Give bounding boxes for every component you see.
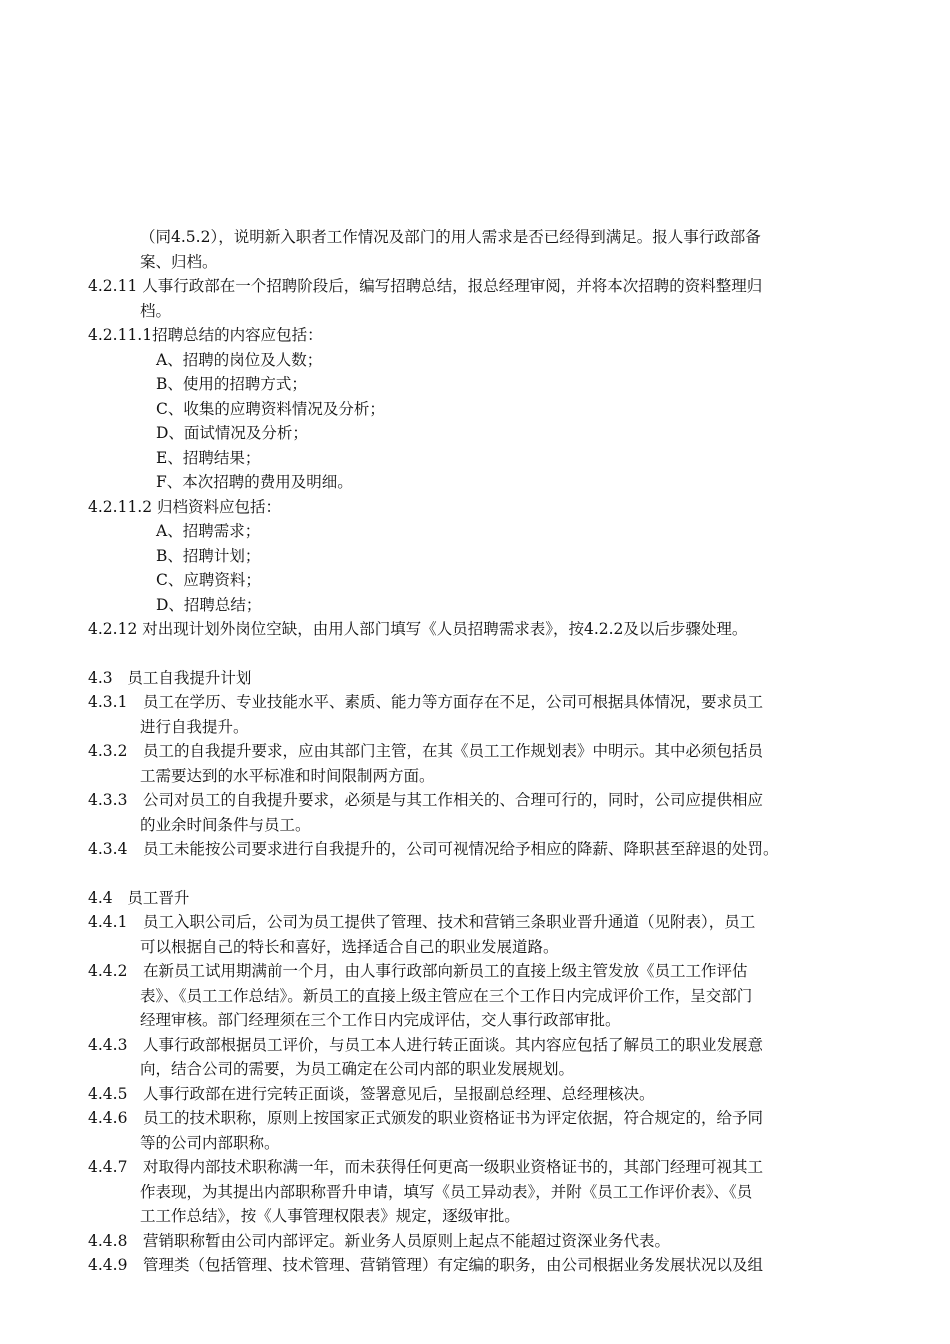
list-item: C、收集的应聘资料情况及分析；	[156, 399, 385, 418]
section-heading-4-4: 4.4 员工晋升	[88, 888, 190, 907]
paragraph-line: 案、归档。	[140, 252, 218, 271]
clause-4-4-6	[88, 1106, 868, 1131]
section-heading-4-3: 4.3 员工自我提升计划	[88, 668, 252, 687]
clause-4-3-2	[88, 739, 868, 764]
clause-text: 员工的技术职称，原则上按国家正式颁发的职业资格证书为评定依据，符合规定的，给予同	[143, 1109, 764, 1127]
document-body	[88, 225, 868, 1278]
list-item: F、本次招聘的费用及明细。	[156, 473, 353, 491]
paragraph-line: 工工作总结》，按《人事管理权限表》规定，逐级审批。	[140, 1207, 520, 1225]
list-item: E、招聘结果；	[156, 448, 261, 467]
clause-number: 4.4.9	[88, 1256, 128, 1274]
paragraph-line: 的业余时间条件与员工。	[140, 815, 311, 834]
clause-text: 人事行政部根据员工评价，与员工本人进行转正面谈。其内容应包括了解员工的职业发展意	[143, 1035, 764, 1054]
paragraph-line: 经理审核。部门经理须在三个工作日内完成评估，交人事行政部审批。	[140, 1011, 621, 1029]
clause-4-2-11-2: 4.2.11.2 归档资料应包括：	[88, 497, 282, 516]
clause-4-4-2	[88, 959, 868, 984]
clause-text: 员工未能按公司要求进行自我提升的，公司可视情况给予相应的降薪、降职甚至辞退的处罚。	[143, 840, 779, 858]
paragraph-line: 表》、《员工工作总结》。新员工的直接上级主管应在三个工作日内完成评价工作，呈交部门	[140, 986, 753, 1005]
clause-text: 公司对员工的自我提升要求，必须是与其工作相关的、合理可行的，同时，公司应提供相应	[143, 791, 764, 809]
clause-number: 4.3.4	[88, 840, 128, 858]
paragraph-line: 可以根据自己的特长和喜好，选择适合自己的职业发展道路。	[140, 937, 559, 956]
clause-4-3-4	[88, 837, 868, 862]
clause-text: 人事行政部在进行完转正面谈，签署意见后，呈报副总经理、总经理核决。	[143, 1084, 655, 1103]
clause-4-3-1	[88, 690, 868, 715]
clause-text: 员工在学历、专业技能水平、素质、能力等方面存在不足，公司可根据具体情况，要求员工	[143, 693, 764, 711]
paragraph-line: 工需要达到的水平标准和时间限制两方面。	[140, 766, 435, 785]
clause-number: 4.4.2	[88, 962, 128, 980]
clause-number: 4.3.2	[88, 742, 128, 760]
list-item: D、招聘总结；	[156, 595, 262, 614]
paragraph-line: 作表现，为其提出内部职称晋升申请，填写《员工异动表》，并附《员工工作评价表》、《员	[140, 1182, 753, 1201]
list-item: A、招聘需求；	[156, 522, 261, 540]
clause-text: 员工入职公司后，公司为员工提供了管理、技术和营销三条职业晋升通道（见附表），员工	[143, 913, 756, 931]
spacer	[88, 642, 868, 666]
clause-4-4-7	[88, 1155, 868, 1180]
clause-number: 4.4.1	[88, 913, 128, 931]
clause-4-2-11-1: 4.2.11.1招聘总结的内容应包括：	[88, 326, 323, 344]
clause-number: 4.4.5	[88, 1084, 128, 1103]
list-item: C、应聘资料；	[156, 571, 261, 589]
clause-4-4-3	[88, 1033, 868, 1058]
clause-number: 4.4.7	[88, 1158, 128, 1176]
clause-text: 员工的自我提升要求，应由其部门主管，在其《员工工作规划表》中明示。其中必须包括员	[143, 742, 764, 760]
clause-4-2-12: 4.2.12 对出现计划外岗位空缺，由用人部门填写《人员招聘需求表》，按4.2.2及以后步骤处理。	[88, 620, 748, 638]
clause-4-4-8	[88, 1229, 868, 1254]
clause-4-2-11: 4.2.11 人事行政部在一个招聘阶段后，编写招聘总结，报总经理审阅，并将本次招聘的资料整理归	[88, 277, 763, 295]
clause-number: 4.4.6	[88, 1109, 128, 1127]
clause-text: 管理类（包括管理、技术管理、营销管理）有定编的职务，由公司根据业务发展状况以及组	[143, 1256, 764, 1274]
clause-number: 4.3.3	[88, 791, 128, 809]
clause-text: 在新员工试用期满前一个月，由人事行政部向新员工的直接上级主管发放《员工工作评估	[143, 962, 748, 980]
paragraph-line: （同4.5.2），说明新入职者工作情况及部门的用人需求是否已经得到满足。报人事行政部备	[140, 228, 761, 246]
clause-number: 4.4.3	[88, 1035, 128, 1054]
clause-text: 对取得内部技术职称满一年，而未获得任何更高一级职业资格证书的，其部门经理可视其工	[143, 1158, 764, 1176]
spacer	[88, 862, 868, 886]
list-item: B、招聘计划；	[156, 546, 261, 565]
paragraph-line: 进行自我提升。	[140, 717, 249, 736]
clause-4-4-5	[88, 1082, 868, 1107]
clause-text: 营销职称暂由公司内部评定。新业务人员原则上起点不能超过资深业务代表。	[143, 1231, 671, 1250]
paragraph-line: 档。	[140, 301, 172, 320]
list-item: D、面试情况及分析；	[156, 424, 308, 442]
paragraph-line: 等的公司内部职称。	[140, 1133, 280, 1152]
clause-4-4-1	[88, 910, 868, 935]
paragraph-line: 向，结合公司的需要，为员工确定在公司内部的职业发展规划。	[140, 1060, 575, 1078]
clause-4-4-9	[88, 1253, 868, 1278]
clause-4-3-3	[88, 788, 868, 813]
list-item: B、使用的招聘方式；	[156, 375, 307, 393]
clause-number: 4.4.8	[88, 1231, 128, 1250]
list-item: A、招聘的岗位及人数；	[156, 350, 323, 369]
clause-number: 4.3.1	[88, 693, 128, 711]
